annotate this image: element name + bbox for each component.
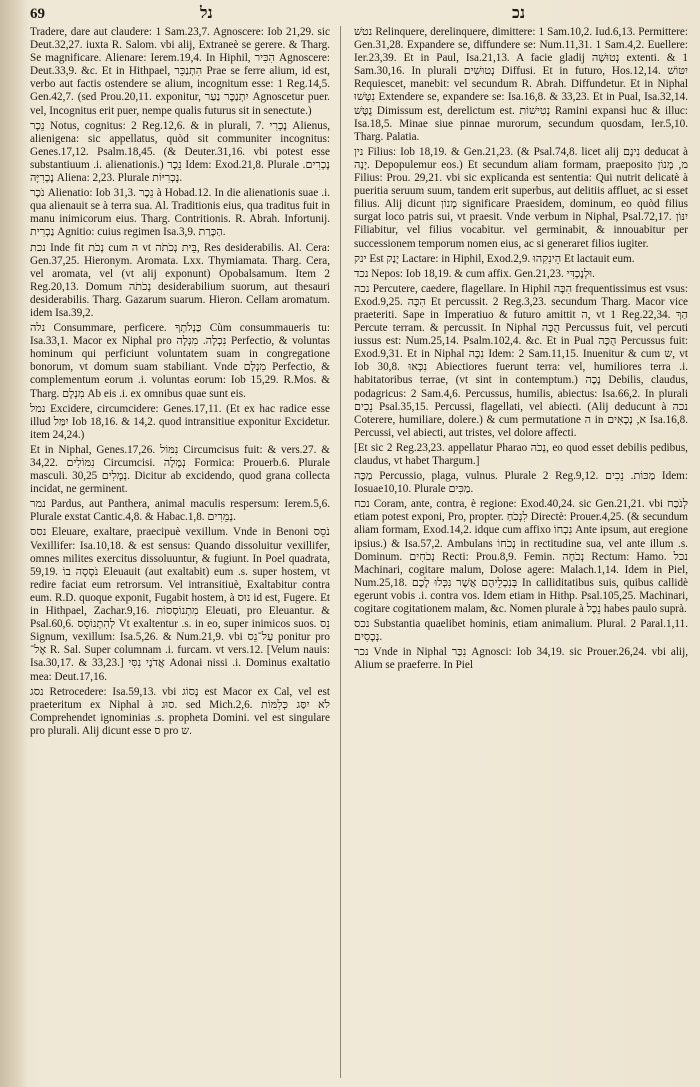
entry-paragraph: נכה Percutere, caedere, flagellare. In Hiphil הִכָּה frequentissimus est vsus: Exod.9,25. הִכָּה Et percussit. 2 Reg.3,23. secundum Tharg. Macor vice praeteriti. Sape in Imperatiuo & futuro amittit ה, vt 1 Reg.22,34. הַךְ Percute terram. & percussit. In Niphal הֻכָּה Percussus fuit, vel percuti iussus est: Num.25,14. Psalm.102,4. &c. Et in Pual הֻכָּה Percussus fuit: Exod.9,31. Et in Niphal נִכָּה Idem: 2 Sam.11,15. Inuenitur & cum ש, vt Iob 30,8. נִכְּאוּ Abiectiores fuerunt terra: vel, humiliores terra .i. habitatoribus terrae, (vt sint in contemptum.) נָכֶה Debilis, claudus, podagricus: 2 Sam.4,6. Percussus, humilis, abiectus: Isa.66,2. In plurali נֵכִים Psal.35,15. Percussi, flagellati, vel abiecti. (Alij deducunt à נכה Coterere, humiliare, dolere.) & cum permutatione ה in א, נְכָאִים Isa.16,8. Percussi, vel abiecti, aut tristes, vel dolore affecti. — [354, 282, 688, 439]
entry-paragraph: נטשׁ Relinquere, derelinquere, dimittere: 1 Sam.10,2. Iud.6,13. Permittere: Gen.31,28. Expandere se, diffundere se: Num.11,31. 1 Sam.4,2. Euellere: Ier.23,39. Et in Paul, Isa.21,13. A facie gladij נְטוּשָׁה extenti. & 1 Sam.30,16. In plurali נְטוּשִׁים Diffusi. Et in futuro, Hos.12,14. יִטּוֹשׁ Requiescet, manebit: vel secundum R. Abrah. Diffundetur. Et in Niphal נִטְּשׁוּ Extendere se, expandere se: Isa.16,8. & 33,23. Et in Pual, Isa.32,14. נֻטָּשׁ Dimissum est, derelictum est. נְטִישׁוֹת Ramini expansi huc & illuc: Isa.18,5. Minae siue pinnae murorum, secundum quosdam, Ier.5,10. Tharg. Palatia. — [354, 26, 688, 143]
entry-paragraph: נסג Retrocedere: Isa.59,13. vbi נָסוֹג est Macor ex Cal, vel est praeteritum ex Niphal à סוּג. sed Mich.2,6. לֹא יִסַּג כְּלִמּוֹת Comprehendet ignominias .s. propheta Domini. vel est singulare pro plurali. Alij dicunt esse ס pro ש. — [30, 685, 330, 737]
entry-paragraph: נֹכֶר Alienatio: Iob 31,3. נֵכֶר à Hobad.12. In die alienationis suae .i. qua alienauit se à terra sua. Al. Traditionis eius, qua traditus fuit in manu inimicorum eius. Tharg. Contritionis. R. Abrah. Infortunij. נַכְרִית Agnitio: cuius regimen Isa.3,9. הַכָּרַת. — [30, 187, 330, 239]
entry-paragraph: נלה Consummare, perficere. כַּנְלֹתְךָ Cùm consummaueris tu: Isa.33,1. Macor ex Niphal pro נִכְלָה. מִנְלָה Perfectio, & voluntas hominum qui perficiunt voluntatem suam in congregatione bonorum, vt domum suam stabiliant. Vnde מִנְלָם Perfectio, & complementum eorum .i. voluntas eorum: Iob 15,29. R.Mos. & Tharg. מִנְלָם Ab eis .i. ex omnibus quae sunt eis. — [30, 322, 330, 400]
entry-paragraph: נכח Coram, ante, contra, è regione: Exod.40,24. sic Gen.21,21. vbi לְנֹכַח etiam potest exponi, Pro, propter. לִנְכֹחַ Directè: Prouer.4,25. (& secundum aliam formam, Exod.14,2. idque cum affixo נִכְחוֹ Ante ipsum, aut eregione ipsius.) & Isa.57,2. Ambulans נְכֹחוֹ in rectitudine sua, vel ante illum .s. Dominum. נְכֹחִים Recti: Prou.8,9. Femin. נְכֹחָה Rectum: Hamo. נכל Machinari, cogitare malum, Dolose agere: Malach.1,14. Idem in Piel, Num.25,18. בְּנִכְלֵיהֶם אֲשֶׁר נִכְּלוּ לָכֶם In calliditatibus suis, quibus callidè egerunt vobis .i. contra vos. Idem etiam in Hithp. Psal.105,25. Machinari, cogitare cogitationem malam, &c. Nomen plurale à נֵכֶל habes paulo suprà. — [354, 498, 688, 616]
right-column — [354, 26, 688, 1078]
entry-paragraph: [Et sic 2 Reg.23,23. appellatur Pharao נְכֹה, eo quod esset debilis pedibus, claudus, vt habet Thargum.] — [354, 441, 688, 467]
entry-paragraph: נכד Nepos: Iob 18,19. & cum affix. Gen.21,23. וּלְנֶכְדִּי. — [354, 267, 595, 280]
left-column — [30, 26, 330, 1078]
left-running-head: נל — [200, 5, 213, 22]
entry-paragraph: Et in Niphal, Genes.17,26. נִמּוֹל Circumcisus fuit: & vers.27. & 34,22. נִמּוֹלִים Circumcisi. נְמָלָה Formica: Prouerb.6. Plurale masculi. נְמָלִים 30,25. Dicitur ab excidendo, quod grana collecta incidat, ne germinent. — [30, 443, 330, 496]
entry-paragraph: נמר Pardus, aut Panthera, animal maculis respersum: Ierem.5,6. Plurale exstat Cantic.4,8. & Habac.1,8. נְמֵרִים. — [30, 498, 330, 524]
page-number: 69 — [30, 6, 45, 22]
entry-paragraph: נֵכָר Notus, cognitus: 2 Reg.12,6. & in plurali, 7. נָכְרִי Alienus, alienigena: sic appellatus, quòd sit communiter incognitus: Genes.17,12. Psalm.18,45. (& Deuter.31,16. vbi potest esse substantiuum .i. alienationis.) נֵכָר Idem: Exod.21,8. Plurale נָכְרִים. נָכְרִיָּה Aliena: 2,23. Plurale נָכְרִיּוֹת. — [30, 119, 330, 185]
entry-paragraph: Tradere, dare aut claudere: 1 Sam.23,7. Agnoscere: Iob 21,29. sic Deut.32,27. iuxta R. Salom. vbi alij, Extraneè se gerere. & Tharg. Se magnificare. Alienare: Ierem.19,4. In Hiphil, הִכִּיר Agnoscere: Deut.33,9. &c. Et in Hithpael, הִתְנַכֵּר Prae se ferre alium, id est, verbo aut factis ostendere se alium, incognitum esse: 1 Reg.14,5. Gen.42,7. (sed Prou.20,11. exponitur, יִתְנַכֶּר נַעַר Agnoscetur puer. vel, Incognitus erit puer, nempe qualis futurus sit in senectute.) — [30, 26, 330, 117]
entry-paragraph: נכת Inde fit נְכֹת cum ה vt בֵּית נְכֹתֹה, Res desiderabilis. Al. Cera: Gen.37,25. Hieronym. Aromata. Lxx. Thymiamata. Tharg. Cera, vel aromata, vel (vt alij exponunt) Opobalsamum. Item 2 Reg.20,13. Domum נְכֹתֹה desiderabilium suorum, aut thesauri desiderabilis. Tharg. Gazarum suarum. Hieron. Cellam aromatum. idem Isa.39,2. — [30, 241, 330, 319]
column-rule — [340, 26, 341, 1078]
entry-paragraph: מַכָּה Percussio, plaga, vulnus. Plurale 2 Reg.9,12. מַכּוֹת. נֵכִים Idem: Iosuae10,10. Plurale מַכִּים. — [354, 470, 688, 496]
entry-paragraph: נכר Vnde in Niphal נִכַּר Agnosci: Iob 34,19. sic Prouer.26,24. vbi alij, Alium se praeferre. In Piel — [354, 646, 688, 672]
entry-paragraph: נין Filius: Iob 18,19. & Gen.21,23. (& Psal.74,8. licet alij נִינָם deducat à יָנָה. Depopulemur eos.) Et secundum aliam formam, praeposito מ, מָנוֹן Filius: Prou. 29,21. vbi sic explicanda est sententia: Qui nutrit delicatè à pueritia seruum suum, tandem erit superbus, aut delitiis affluet, ac si esset filius. Alij dicunt מָנוֹן significare Praesidem, dominum, eo quòd filius surgat loco patris sui, vt praesit. Vnde verbum in Niphal, Psal.72,17. יִנּוֹן Filiabitur, vel filius vocabitur. vel germinabit, & innouabitur per successionem temporum nomen eius, ac si generaret filios iugiter. — [354, 145, 688, 250]
entry-paragraph: נמל Excidere, circumcidere: Genes.17,11. (Et ex hac radice esse illud יִמַּל Iob 18,16. & 14,2. quod intransitiue exponitur Excidetur. item 24,24.) — [30, 402, 330, 441]
binding-gutter — [0, 0, 28, 1087]
right-running-head: נכ — [512, 5, 526, 22]
entry-paragraph: נכס Substantia quaelibet hominis, etiam animalium. Plural. 2 Paral.1,11. נְכָסִים. — [354, 618, 688, 644]
entry-paragraph: נסס Eleuare, exaltare, praecipuè vexillum. Vnde in Benoni נֹסֵס Vexillifer: Isa.10,18. & est sensus: Quando dissoluitur vexillifer, omnes milites exercitus dissoluuntur, & fugiunt. In Poel quadrata, 59,19. נֹסְסָה בוֹ Eleuauit (aut exaltabit) eum .s. super hostem, vt redire faciat eum retrorsum. Vel intransitiuè, Exaltabitur contra eum. R.D. quoque exponit, Fugabit hostem, à נוּס id est, Fugere. Et in Hithpael, Zachar.9,16. מִתְנוֹסְסוֹת Eleuati, pro Eleuantur. & Psal.60,6. לְהִתְנוֹסֵס Vt exaltentur .s. in eo, super inimicos suos. נֵס Signum, vexillum: Isa.5,26. & Num.21,9. vbi עַל־נֵס ponitur pro אֶל־ R. Sal. Super columnam .i. furcam. vt vers.12. [Velum nauis: Isa.30,17. & 33,23.] אֲדֹנָי נִסִּי Adonai nissi .i. Dominus exaltatio mea: Deut.17,16. — [30, 526, 330, 683]
entry-paragraph: ינק Est יָנַק Lactare: in Hiphil, Exod.2,9. הֵינִקִהוּ Et lactauit eum. — [354, 252, 635, 265]
